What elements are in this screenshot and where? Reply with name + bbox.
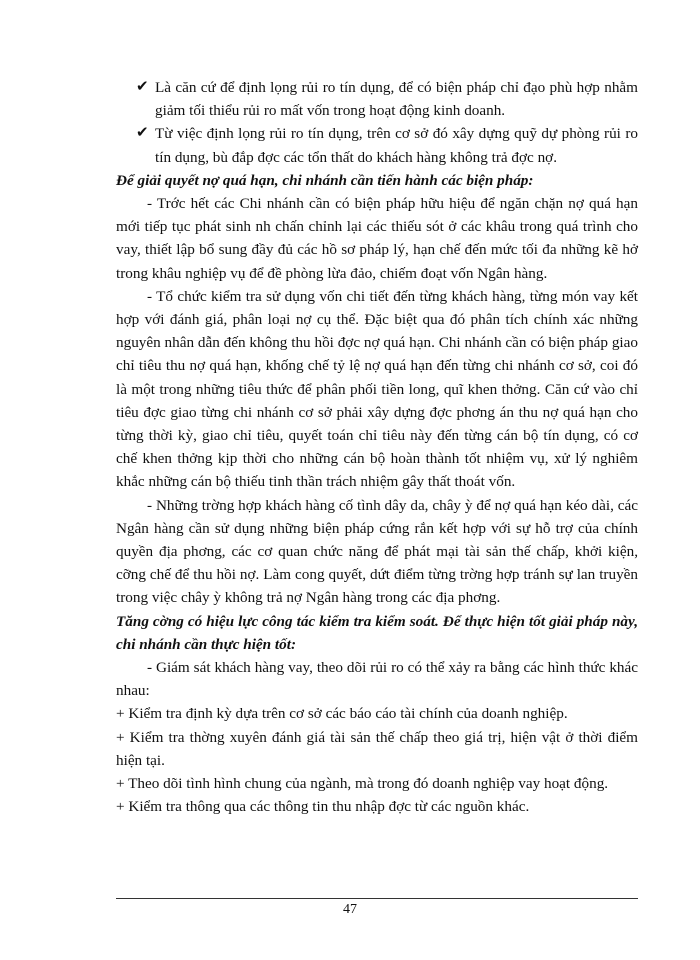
list-item: + Kiểm tra định kỳ dựa trên cơ sở các báo cáo tài chính của doanh nghiệp. xyxy=(116,705,568,723)
checklist-item-text: Là căn cứ để định lọng rủi ro tín dụng, để có biện pháp chỉ đạo phù hợp nhằm giảm tối thiểu rủi ro mất vốn trong hoạt động kinh doanh. xyxy=(155,79,638,120)
paragraph: - Giám sát khách hàng vay, theo dõi rủi ro có thể xảy ra bằng các hình thức khác nhau: xyxy=(116,659,638,700)
checkmark-icon: ✔ xyxy=(136,125,149,142)
page-number: 47 xyxy=(343,902,357,917)
paragraph: - Tổ chức kiểm tra sử dụng vốn chi tiết đến từng khách hàng, từng món vay kết hợp với đánh giá, phân loại nợ cụ thể. Đặc biệt qua đó phân tích chính xác những nguyên nhân dẫn đến không thu hồi đợc nợ quá hạn. Chi nhánh cần có biện pháp giao chỉ tiêu thu nợ quá hạn, khống chế tỷ lệ nợ quá hạn đến từng chi nhánh cơ sở, coi đó là một trong những tiêu thức để phân phối tiền long, quĩ khen thởng. Căn cứ vào chỉ tiêu đợc giao từng chi nhánh cơ sở phải xây dựng đợc phơng án thu nợ quá hạn cho từng thời kỳ, giao chỉ tiêu, quyết toán chỉ tiêu này đến từng cán bộ tín dụng, có cơ chế khen thởng kịp thời cho những cán bộ hoàn thành tốt nhiệm vụ, xử lý nghiêm khắc những cán bộ thiếu tinh thần trách nhiệm gây thất thoát vốn. xyxy=(116,287,638,491)
list-item: + Theo dõi tình hình chung của ngành, mà trong đó doanh nghiệp vay hoạt động. xyxy=(116,775,609,793)
section-heading: Tăng cờng có hiệu lực công tác kiểm tra kiểm soát. Để thực hiện tốt giải pháp này, chi nhánh cần thực hiện tốt: xyxy=(116,612,638,653)
checklist-item-text: Từ việc định lọng rủi ro tín dụng, trên cơ sở đó xây dựng quỹ dự phòng rủi ro tín dụng, bù đắp đợc các tổn thất do khách hàng không trả đợc nợ. xyxy=(155,125,638,166)
checklist-item xyxy=(116,122,638,168)
checkmark-icon: ✔ xyxy=(136,79,149,95)
list-item: + Kiểm tra thờng xuyên đánh giá tài sản thế chấp theo giá trị, hiện vật ở thời điểm hiện tại. xyxy=(116,728,638,769)
paragraph: - Trớc hết các Chi nhánh cần có biện pháp hữu hiệu để ngăn chặn nợ quá hạn mới tiếp tục phát sinh nh chấn chỉnh lại các thiếu sót ở các khâu trong quá trình cho vay, thiết lập bổ sung đầy đủ các hồ sơ pháp lý, hạn chế đến mức tối đa những kẽ hở trong khâu nghiệp vụ để đề phòng lừa đảo, chiếm đoạt vốn Ngân hàng. xyxy=(116,195,638,282)
section-heading: Để giải quyết nợ quá hạn, chi nhánh cần tiến hành các biện pháp: xyxy=(116,171,534,189)
checklist-item xyxy=(116,76,638,122)
footer-divider xyxy=(116,898,638,899)
paragraph: - Những trờng hợp khách hàng cố tình dây da, chây ỳ để nợ quá hạn kéo dài, các Ngân hàng cần sử dụng những biện pháp cứng rắn kết hợp với sự hỗ trợ của chính quyền địa phơng, các cơ quan chức năng để phát mại tài sản thế chấp, khởi kiện, cỡng chế để thu hồi nợ. Làm cong quyết, dứt điểm từng trờng hợp tránh sự lan truyền trong việc chây ỳ không trả nợ Ngân hàng trong các địa phơng. xyxy=(116,496,638,607)
list-item: + Kiểm tra thông qua các thông tin thu nhập đợc từ các nguồn khác. xyxy=(116,798,530,816)
page-content xyxy=(116,76,638,819)
